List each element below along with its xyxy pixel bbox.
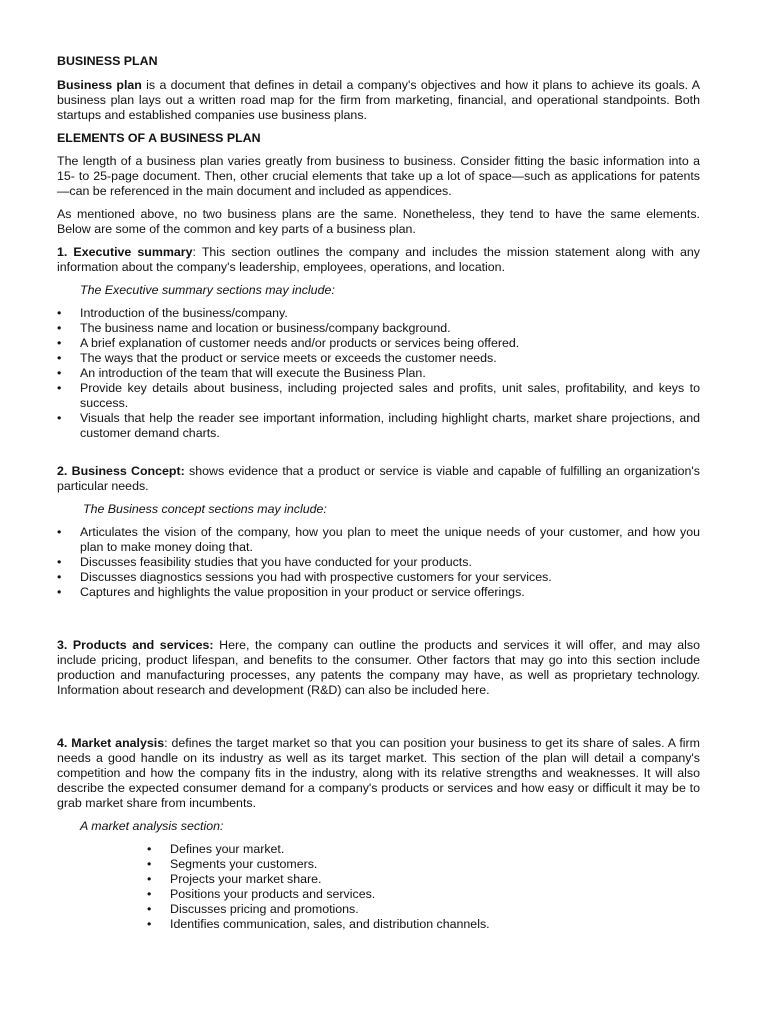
bullet-icon: • [57,351,62,365]
executive-summary-list [57,306,700,441]
business-concept-text: shows evidence that a product or service is viable and capable of fulfilling an organization's particular needs. [57,464,700,493]
list-item-text: Projects your market share. [170,872,322,886]
list-item-text: Discusses diagnostics sessions you had with prospective customers for your services. [80,570,552,584]
list-item-text: Defines your market. [170,842,285,856]
business-concept-paragraph [57,464,700,494]
elements-heading: ELEMENTS OF A BUSINESS PLAN [57,131,261,145]
list-item [57,585,700,600]
bullet-icon: • [57,336,62,350]
bullet-icon: • [147,917,152,931]
business-concept-list [57,525,700,600]
list-item-text: Positions your products and services. [170,887,376,901]
bullet-icon: • [147,887,152,901]
document-title: BUSINESS PLAN [57,54,158,68]
executive-summary-subheading: The Executive summary sections may include: [80,283,335,297]
executive-summary-paragraph [57,245,700,275]
intro-paragraph [57,78,700,123]
bullet-icon: • [57,381,62,395]
bullet-icon: • [147,902,152,916]
bullet-icon: • [147,842,152,856]
list-item [57,857,700,872]
list-item-text: Articulates the vision of the company, how you plan to meet the unique needs of your customer, and how you plan to make money doing that. [80,525,700,554]
list-item-text: Discusses feasibility studies that you have conducted for your products. [80,555,472,569]
market-analysis-text: : defines the target market so that you can position your business to get its share of sales. A firm needs a good handle on its industry as well as its target market. This section of the plan will detail a company's competition and how the company fits in the industry, along with its relative strengths and weaknesses. It will also describe the expected consumer demand for a company's products or services and how easy or difficult it may be to grab market share from incumbents. [57,736,700,810]
products-services-heading: 3. Products and services: [57,638,214,652]
bullet-icon: • [147,872,152,886]
list-item [57,306,700,321]
list-item [57,570,700,585]
list-item [57,525,700,555]
bullet-icon: • [57,555,62,569]
list-item [57,366,700,381]
bullet-icon: • [57,411,62,425]
list-item [57,917,700,932]
list-item [57,872,700,887]
list-item [57,351,700,366]
list-item [57,411,700,441]
bullet-icon: • [57,306,62,320]
list-item [57,336,700,351]
length-paragraph: The length of a business plan varies greatly from business to business. Consider fitting the basic information into a 15- to 25-page document. Then, other crucial elements that take up a lot of space—such as applications for patents—can be referenced in the main document and included as appendices. [57,154,700,198]
list-item-text: The business name and location or business/company background. [80,321,451,335]
list-item-text: Segments your customers. [170,857,318,871]
intro-text: is a document that defines in detail a company's objectives and how it plans to achieve its goals. A business plan lays out a written road map for the firm from marketing, financial, and operational standpoints. Both startups and established companies use business plans. [57,78,700,122]
market-analysis-list [57,842,700,932]
list-item-text: Visuals that help the reader see important information, including highlight charts, market share projections, and customer demand charts. [80,411,700,440]
list-item [57,381,700,411]
intro-lead: Business plan [57,78,142,92]
list-item [57,321,700,336]
bullet-icon: • [57,321,62,335]
business-concept-subheading: The Business concept sections may include: [83,502,327,516]
market-analysis-subheading: A market analysis section: [80,819,224,833]
list-item [57,887,700,902]
list-item-text: Captures and highlights the value proposition in your product or service offerings. [80,585,525,599]
document-page [57,54,700,932]
list-item-text: Discusses pricing and promotions. [170,902,359,916]
bullet-icon: • [57,525,62,539]
list-item-text: An introduction of the team that will execute the Business Plan. [80,366,426,380]
bullet-icon: • [57,585,62,599]
list-item-text: Identifies communication, sales, and distribution channels. [170,917,490,931]
bullet-icon: • [57,570,62,584]
market-analysis-paragraph [57,736,700,811]
list-item [57,842,700,857]
business-concept-heading: 2. Business Concept: [57,464,185,478]
list-item [57,555,700,570]
market-analysis-heading: 4. Market analysis [57,736,165,750]
products-services-text: Here, the company can outline the products and services it will offer, and may also include pricing, product lifespan, and benefits to the consumer. Other factors that may go into this section include production and manufacturing processes, any patents the company may have, as well as proprietary technology. Information about research and development (R&D) can also be included here. [57,638,700,697]
bullet-icon: • [57,366,62,380]
list-item-text: The ways that the product or service meets or exceeds the customer needs. [80,351,497,365]
products-services-paragraph [57,638,700,698]
list-item [57,902,700,917]
executive-summary-text: : This section outlines the company and includes the mission statement along with any information about the company's leadership, employees, operations, and location. [57,245,700,274]
list-item-text: A brief explanation of customer needs and/or products or services being offered. [80,336,520,350]
list-item-text: Introduction of the business/company. [80,306,288,320]
list-item-text: Provide key details about business, including projected sales and profits, unit sales, profitability, and keys to success. [80,381,700,410]
bullet-icon: • [147,857,152,871]
executive-summary-heading: 1. Executive summary [57,245,193,259]
mentioned-paragraph: As mentioned above, no two business plans are the same. Nonetheless, they tend to have the same elements. Below are some of the common and key parts of a business plan. [57,207,700,236]
